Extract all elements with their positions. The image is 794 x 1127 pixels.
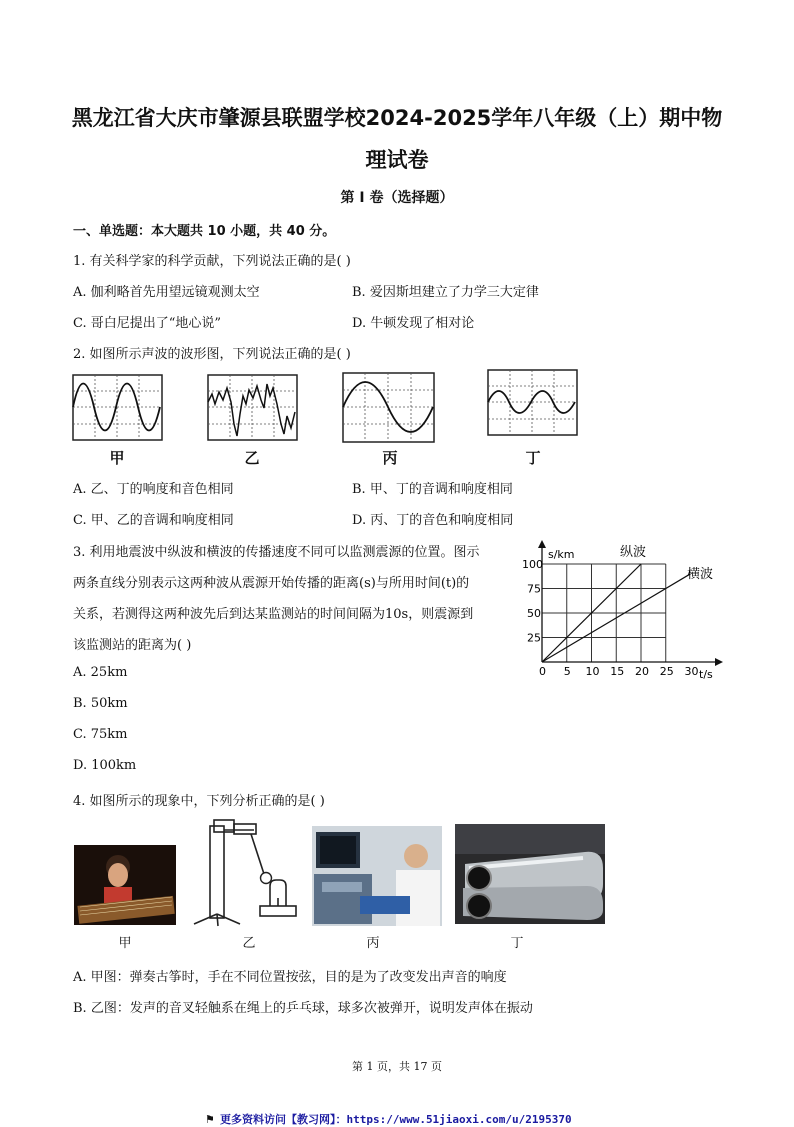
series-label-transverse: 横波 — [687, 567, 714, 582]
q4-label-bing: 丙 — [366, 936, 380, 951]
title-line-2: 理试卷 — [365, 148, 429, 172]
waveform-ding — [487, 369, 579, 437]
q2-option-b: B. 甲、丁的音调和响度相同 — [352, 482, 513, 497]
y-tick-label: 100 — [522, 558, 543, 571]
x-tick-label: 10 — [585, 665, 600, 678]
q3-option-a: A. 25km — [73, 665, 128, 680]
q1-stem: 1. 有关科学家的科学贡献，下列说法正确的是( ) — [73, 254, 351, 269]
y-tick-label: 75 — [527, 582, 541, 596]
exhaust-pipe-photo — [455, 824, 605, 924]
q3-line-1: 3. 利用地震波中纵波和横波的传播速度不同可以监测震源的位置。图示 — [73, 545, 480, 560]
x-tick-label: 5 — [563, 665, 571, 678]
q3-option-b: B. 50km — [73, 696, 128, 711]
section-heading: 第 I 卷（选择题） — [340, 190, 454, 206]
series-label-longitudinal: 纵波 — [620, 545, 647, 560]
q2-option-d: D. 丙、丁的音色和响度相同 — [352, 513, 514, 528]
x-tick-label: 30 — [684, 665, 699, 678]
q1-option-d: D. 牛顿发现了相对论 — [352, 316, 475, 331]
q2-stem: 2. 如图所示声波的波形图，下列说法正确的是( ) — [73, 347, 351, 362]
seismic-wave-chart — [515, 538, 725, 688]
x-tick-label: 15 — [610, 665, 625, 678]
q2-option-c: C. 甲、乙的音调和响度相同 — [73, 513, 234, 528]
wave-label-yi: 乙 — [244, 449, 260, 467]
wave-label-jia: 甲 — [109, 449, 125, 467]
x-axis-arrow — [715, 658, 723, 666]
q3-line-4: 该监测站的距离为( ) — [73, 638, 192, 653]
chart-grid — [542, 564, 666, 662]
x-tick-label: 20 — [635, 665, 649, 678]
q3-option-d: D. 100km — [73, 758, 137, 773]
q4-label-yi: 乙 — [242, 936, 256, 951]
q4-option-b: B. 乙图：发声的音叉轻触系在绳上的乒乓球，球多次被弹开，说明发声体在振动 — [73, 1001, 533, 1016]
x-tick-label: 0 — [539, 665, 546, 678]
part-heading: 一、单选题：本大题共 10 小题，共 40 分。 — [73, 224, 336, 239]
waveform-bing — [342, 372, 436, 444]
wave-label-bing: 丙 — [382, 449, 398, 467]
x-axis-label: t/s — [699, 668, 713, 681]
q4-label-ding: 丁 — [510, 936, 524, 951]
q4-option-a: A. 甲图：弹奏古筝时，手在不同位置按弦，目的是为了改变发出声音的响度 — [73, 970, 507, 985]
guzheng-photo — [74, 845, 176, 925]
q1-option-a: A. 伽利略首先用望远镜观测太空 — [73, 285, 260, 300]
y-axis-label: s/km — [548, 548, 575, 561]
y-tick-label: 50 — [527, 607, 541, 620]
title-line-1: 黑龙江省大庆市肇源县联盟学校2024-2025学年八年级（上）期中物 — [71, 106, 723, 130]
waveform-jia — [72, 374, 164, 442]
waveform-yi — [207, 374, 299, 442]
q3-option-c: C. 75km — [73, 727, 128, 742]
footer-link-text: 更多资料访问【教习网】：https://www.51jiaoxi.com/u/2195370 — [219, 1113, 572, 1126]
q3-line-2: 两条直线分别表示这两种波从震源开始传播的距离(s)与所用时间(t)的 — [73, 576, 470, 591]
q2-option-a: A. 乙、丁的响度和音色相同 — [73, 482, 234, 497]
q4-label-jia: 甲 — [118, 936, 132, 951]
footer-link[interactable] — [205, 1108, 572, 1127]
y-axis-arrow — [538, 540, 546, 548]
flag-icon: ⚑ — [205, 1113, 215, 1126]
q1-option-c: C. 哥白尼提出了“地心说” — [73, 316, 222, 331]
ultrasound-photo — [312, 826, 442, 926]
x-tick-label: 25 — [659, 665, 674, 678]
page-number: 第 1 页，共 17 页 — [352, 1060, 442, 1073]
tuning-fork-diagram — [188, 818, 298, 928]
y-tick-label: 25 — [527, 631, 541, 645]
wave-label-ding: 丁 — [525, 449, 541, 467]
q4-stem: 4. 如图所示的现象中，下列分析正确的是( ) — [73, 794, 325, 809]
q1-option-b: B. 爱因斯坦建立了力学三大定律 — [352, 285, 539, 300]
q3-line-3: 关系，若测得这两种波先后到达某监测站的时间间隔为10s，则震源到 — [73, 607, 474, 622]
